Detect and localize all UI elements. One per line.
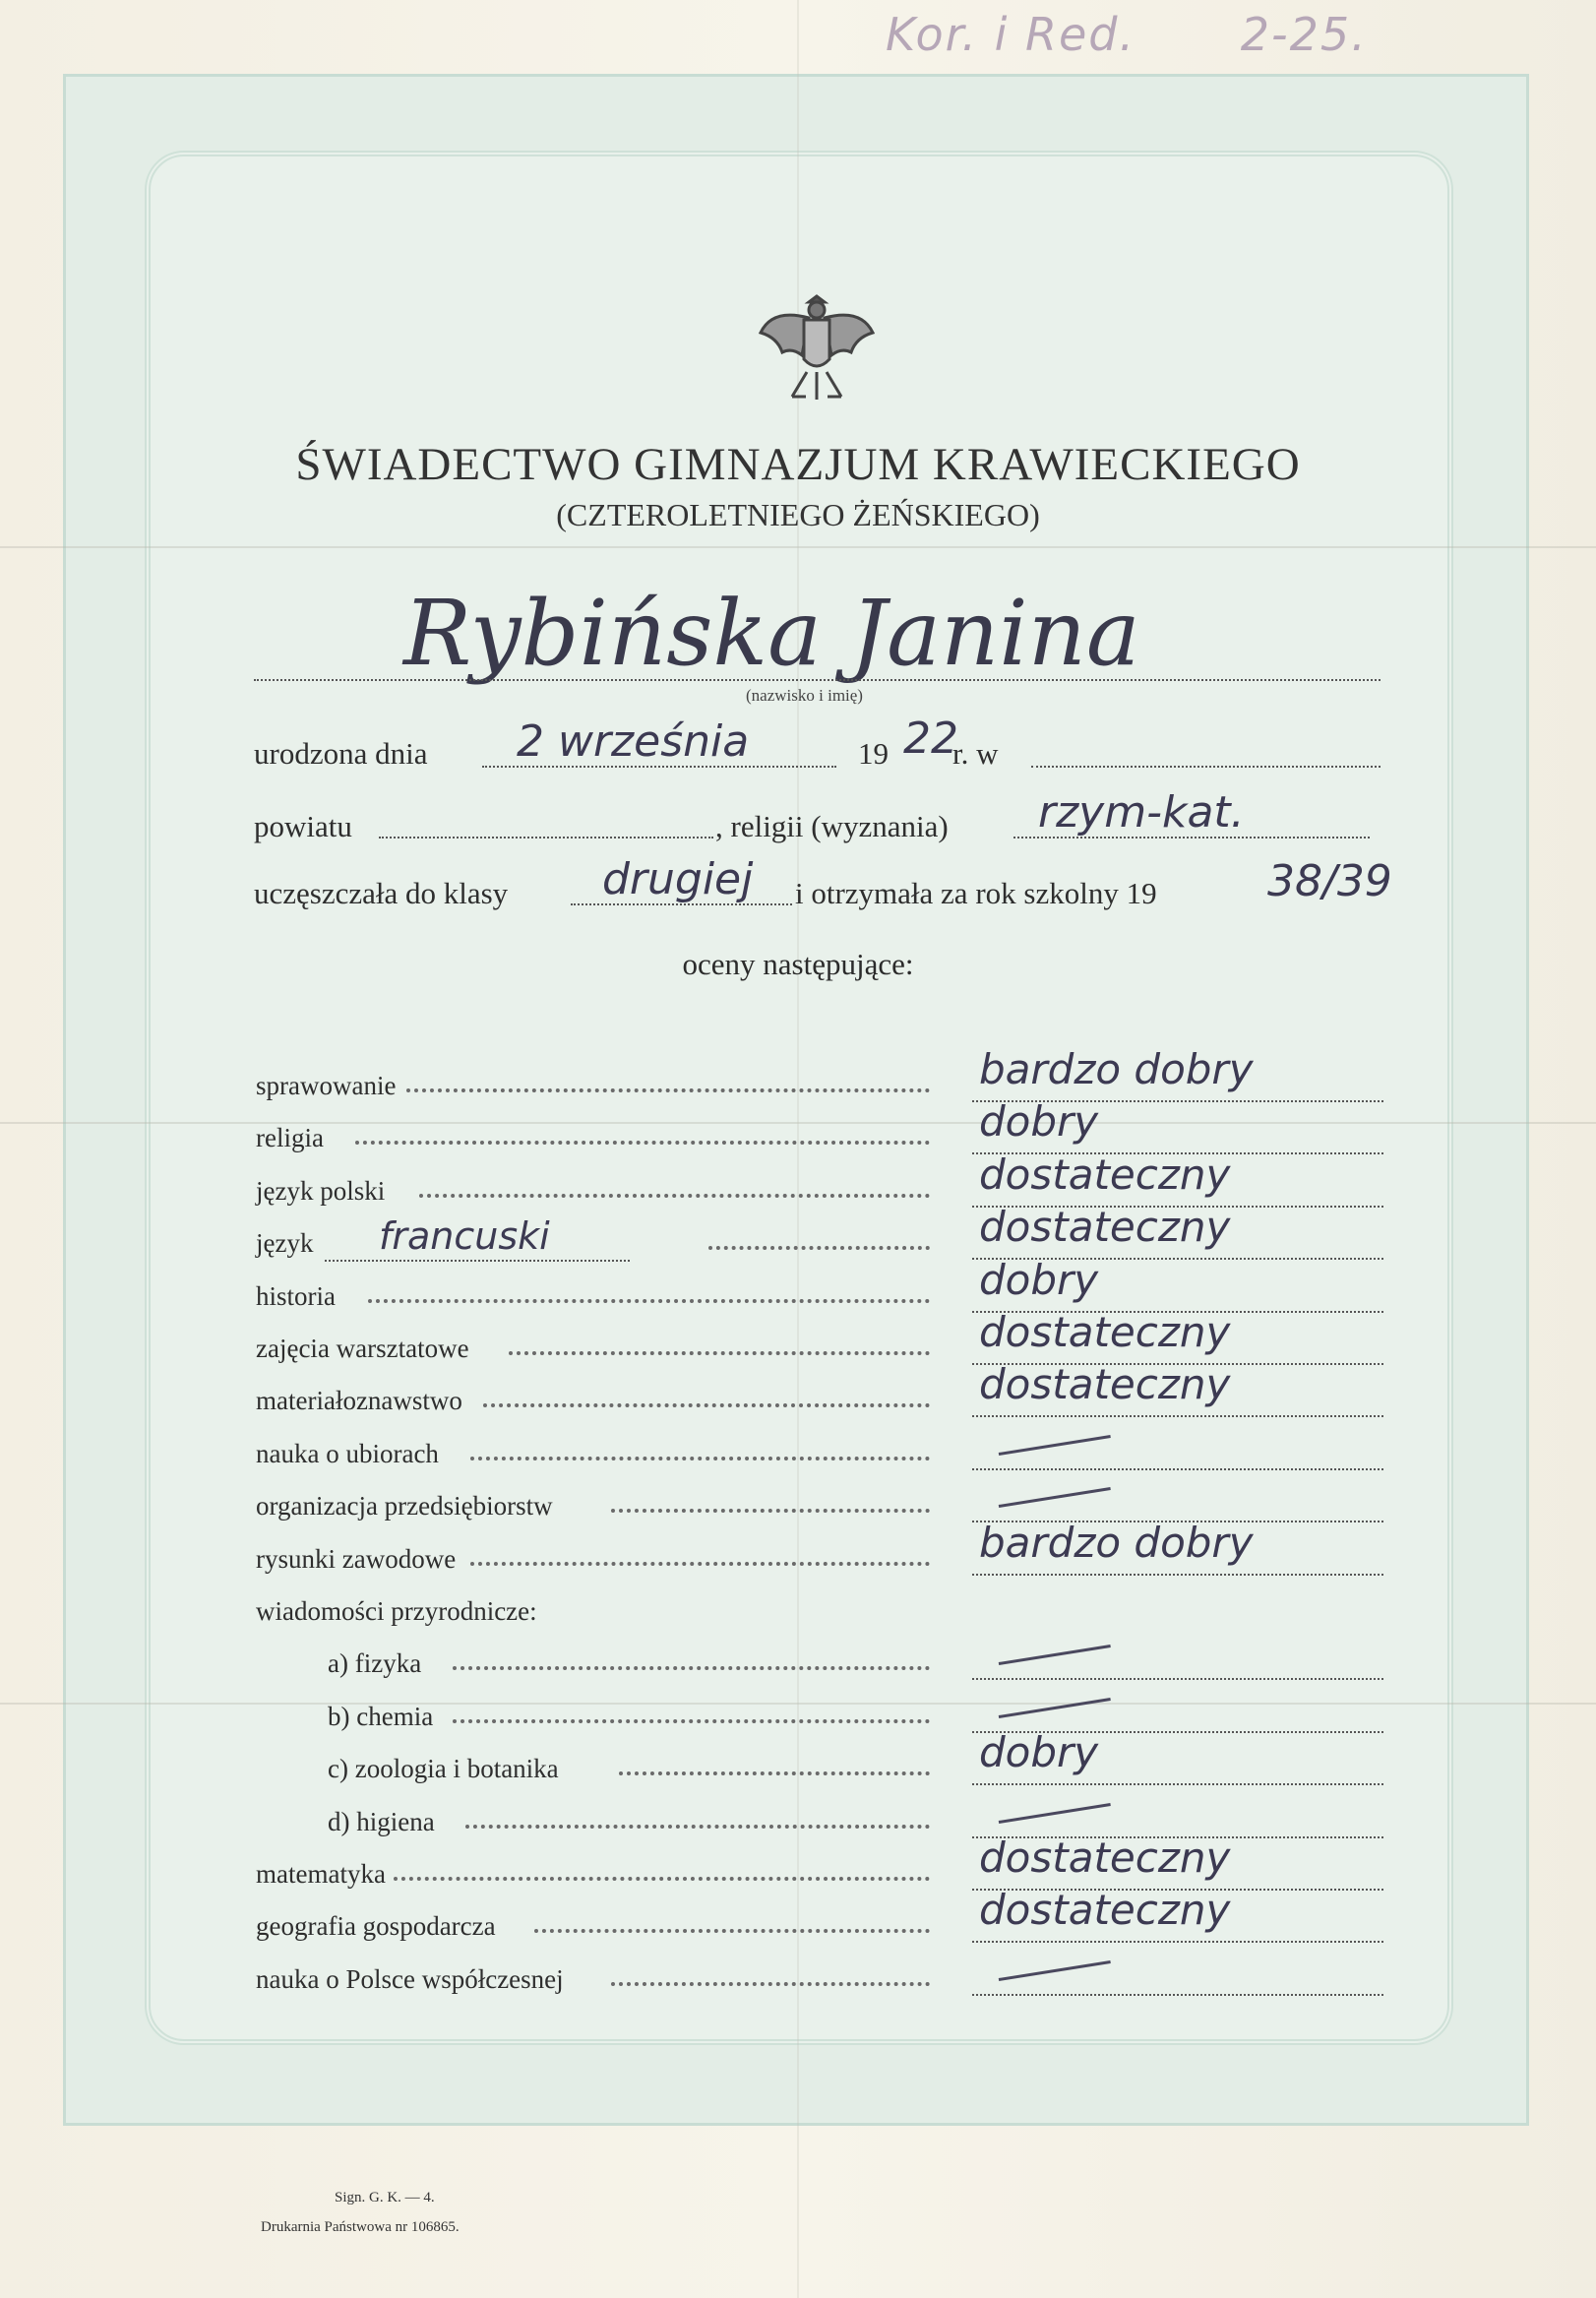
grade-line [972, 1678, 1383, 1680]
document-subtitle: (CZTEROLETNIEGO ŻEŃSKIEGO) [556, 497, 1040, 532]
subject-label: matematyka [256, 1859, 386, 1889]
grade-value: dostateczny [979, 1886, 1231, 1935]
leader-dots [509, 1351, 930, 1355]
leader-dots [406, 1088, 930, 1092]
subject-label: b) chemia [328, 1701, 434, 1731]
corner-note [886, 8, 1368, 61]
leader-dots [465, 1825, 930, 1829]
grade-line [972, 1994, 1383, 1996]
subject-label: zajęcia warsztatowe [256, 1334, 469, 1363]
subject-extra-line [325, 1260, 630, 1262]
subject-label: organizacja przedsiębiorstw [256, 1491, 553, 1522]
leader-dots [470, 1562, 930, 1566]
birth-year: 22 [903, 714, 958, 764]
subject-label: wiadomości przyrodnicze: [256, 1596, 537, 1626]
grade-value: dostateczny [979, 1360, 1231, 1409]
grade-line [972, 1415, 1383, 1417]
grade-value: dobry [979, 1728, 1099, 1777]
county-line [379, 837, 713, 838]
grade-value: bardzo dobry [979, 1518, 1254, 1567]
leader-dots [483, 1403, 930, 1407]
leader-dots [419, 1194, 930, 1198]
leader-dots [368, 1299, 930, 1303]
grade-value: dostateczny [979, 1203, 1231, 1252]
grade-line [972, 1468, 1383, 1470]
born-label: urodzona dnia [254, 736, 428, 771]
subject-label: historia [256, 1280, 336, 1311]
school-year-value: 38/39 [1267, 856, 1392, 906]
footer-printer: Drukarnia Państwowa nr 106865. [261, 2219, 460, 2235]
grade-line [972, 1783, 1383, 1785]
leader-dots [534, 1929, 930, 1933]
name-caption: (nazwisko i imię) [746, 686, 863, 705]
subject-label: nauka o ubiorach [256, 1438, 439, 1468]
grade-value: dostateczny [979, 1308, 1231, 1356]
religion-value: rzym-kat. [1038, 787, 1245, 838]
year-r-label: r. w [952, 736, 999, 771]
leader-dots [611, 1509, 930, 1513]
student-name: Rybińska Janina [403, 581, 1140, 686]
grade-line [972, 1574, 1383, 1576]
year-prefix: 19 [858, 736, 889, 771]
subject-label: religia [256, 1123, 324, 1153]
leader-dots [394, 1877, 930, 1881]
leader-dots [453, 1666, 930, 1670]
county-label: powiatu [254, 809, 352, 843]
subject-label: nauka o Polsce współczesnej [256, 1963, 564, 1994]
subject-label: sprawowanie [256, 1071, 397, 1100]
subject-label: a) fizyka [328, 1648, 422, 1679]
grade-value: dobry [979, 1255, 1099, 1304]
subject-extra-value: francuski [379, 1214, 550, 1259]
corner-note-text: Kor. i Red. [886, 8, 1136, 61]
subject-label: c) zoologia i botanika [328, 1754, 559, 1784]
class-label: uczęszczała do klasy [254, 876, 509, 910]
leader-dots [611, 1982, 930, 1986]
subject-label: materiałoznawstwo [256, 1386, 462, 1416]
grades-intro: oceny następujące: [682, 947, 914, 981]
leader-dots [619, 1771, 930, 1775]
leader-dots [453, 1719, 930, 1723]
subject-label: d) higiena [328, 1806, 435, 1836]
subject-label: język polski [256, 1175, 386, 1206]
grade-line [972, 1941, 1383, 1943]
grade-value: dostateczny [979, 1149, 1231, 1199]
school-year-label: i otrzymała za rok szkolny 19 [795, 876, 1157, 910]
religion-label: , religii (wyznania) [715, 809, 949, 843]
leader-dots [355, 1141, 930, 1145]
name-line [254, 679, 1381, 681]
grade-value: dobry [979, 1097, 1099, 1147]
subject-label: język [256, 1228, 314, 1259]
class-value: drugiej [602, 854, 754, 904]
document-title: ŚWIADECTWO GIMNAZJUM KRAWIECKIEGO [295, 439, 1301, 490]
born-date: 2 września [517, 716, 750, 767]
footer-sign: Sign. G. K. — 4. [335, 2190, 435, 2205]
leader-dots [708, 1246, 930, 1250]
subject-label: rysunki zawodowe [256, 1543, 457, 1574]
grade-value: bardzo dobry [979, 1045, 1254, 1093]
corner-note-number: 2-25. [1240, 8, 1368, 61]
grade-value: dostateczny [979, 1833, 1231, 1882]
leader-dots [470, 1457, 930, 1460]
birthplace-line [1031, 766, 1381, 768]
subject-label: geografia gospodarcza [256, 1911, 496, 1942]
eagle-emblem-icon [753, 279, 881, 406]
